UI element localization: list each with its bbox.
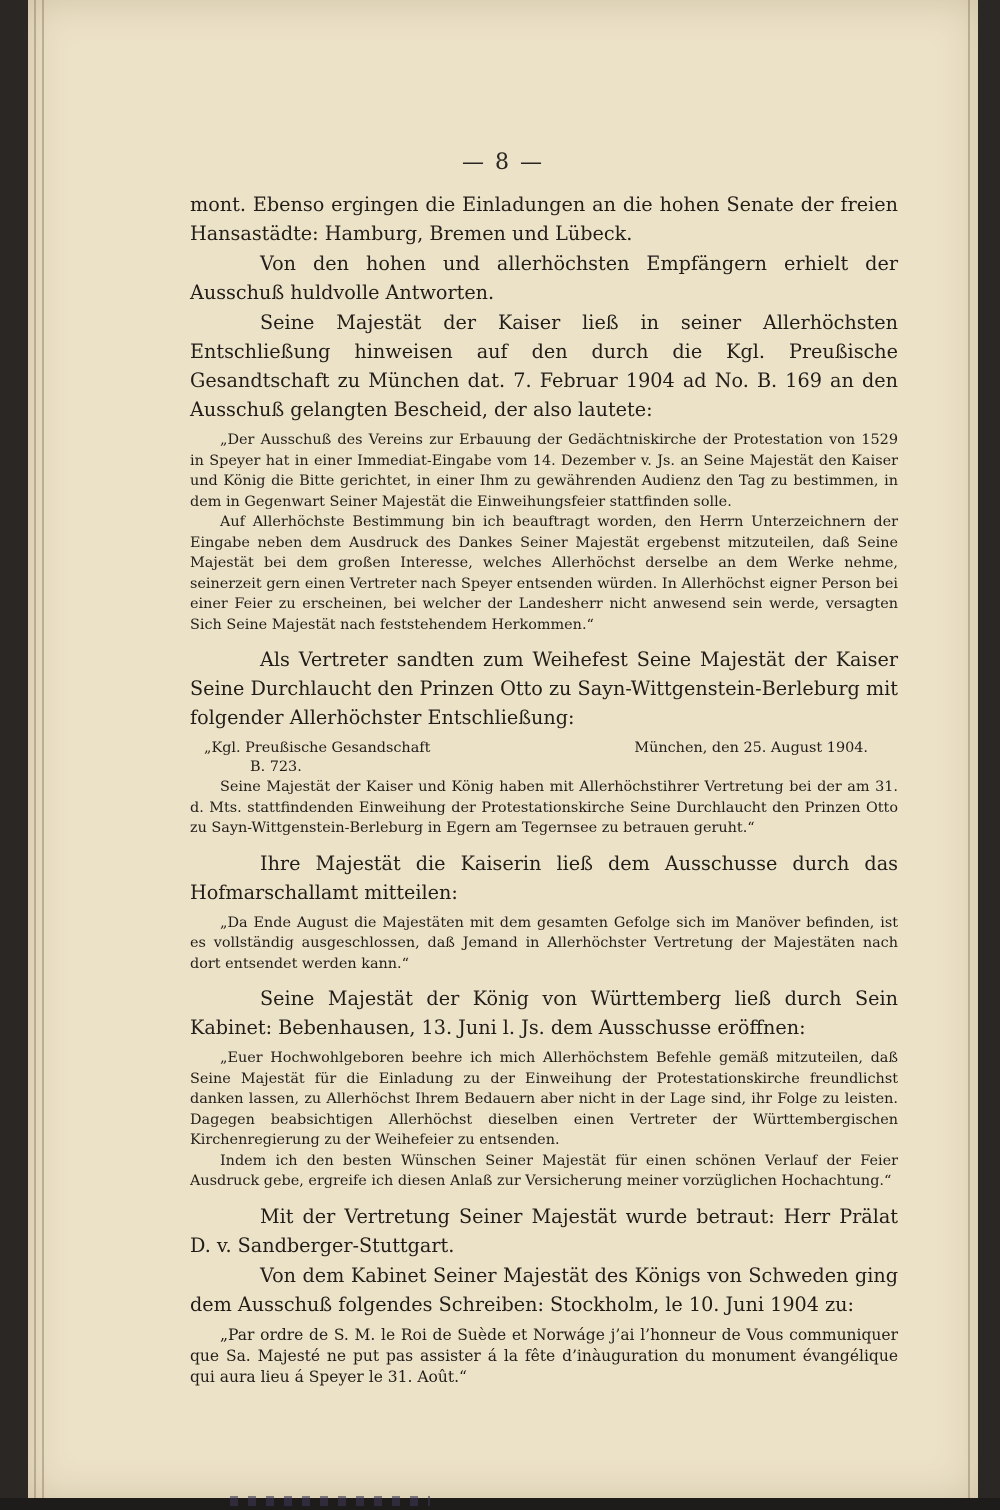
paragraph: Von dem Kabinet Seiner Majestät des Königs von Schweden ging dem Ausschuß folgendes Schreiben: Stockholm, le 10. Juni 1904 zu: — [190, 1263, 898, 1316]
paragraph: Seine Majestät der Kaiser ließ in seiner Allerhöchsten Entschließung hinweisen auf den durch die Kgl. Preußische Gesandtschaft zu München dat. 7. Februar 1904 ad No. B. 169 an den Ausschuß gelangten Bescheid, der also lautete: — [190, 311, 898, 421]
quote-paragraph: Auf Allerhöchste Bestimmung bin ich beauftragt worden, den Herrn Unterzeichnern der Eingabe neben dem Ausdruck des Dankes Seiner Majestät ergebenst mitzuteilen, daß Seine Majestät bei dem großen Interesse, welches Allerhöchst derselbe an dem Werke nehme, seinerzeit gern einen Vertreter nach Speyer entsenden würden. In Allerhöchst eigner Person bei einer Feier zu erscheinen, bei welcher der Landesherr nicht anwesend sein werde, versagten Sich Seine Majestät nach feststehendem Herkommen.“ — [190, 514, 898, 633]
ink-stain-decoration — [230, 1496, 430, 1506]
quote-paragraph: Indem ich den besten Wünschen Seiner Majestät für einen schönen Verlauf der Feier Ausdruck gebe, ergreife ich diesen Anlaß zur Versicherung meiner vorzüglichen Hochachtung.“ — [190, 1152, 898, 1189]
paragraph: Ihre Majestät die Kaiserin ließ dem Ausschusse durch das Hofmarschallamt mitteilen: — [190, 851, 898, 904]
paragraph: Als Vertreter sandten zum Weihefest Seine Majestät der Kaiser Seine Durchlaucht den Prinzen Otto zu Sayn-Wittgenstein-Berleburg mit folgender Allerhöchster Entschließung: — [190, 648, 898, 729]
book-bottom-edge — [0, 1498, 1000, 1510]
letter-reference: B. 723. — [250, 758, 302, 775]
letter-sender: „Kgl. Preußische Gesandschaft — [204, 740, 431, 756]
book-page — [28, 0, 978, 1500]
quote-paragraph: „Da Ende August die Majestäten mit dem gesamten Gefolge sich im Manöver befinden, ist es vollständig ausgeschlossen, daß Jemand in Allerhöchster Vertretung der Majestäten nach dort entsendet werden kann.“ — [190, 914, 898, 972]
block-quote — [190, 1048, 898, 1192]
body-text — [190, 190, 898, 1398]
paragraph: Seine Majestät der König von Württemberg ließ durch Sein Kabinet: Bebenhausen, 13. Juni l. Js. dem Ausschusse eröffnen: — [190, 987, 898, 1039]
quote-paragraph: Seine Majestät der Kaiser und König haben mit Allerhöchstihrer Vertretung bei der am 31. d. Mts. stattfindenden Einweihung der Protestationskirche Seine Durchlaucht den Prinzen Otto zu Sayn-Wittgenstein-Berleburg in Egern am Tegernsee zu betrauen geruht.“ — [190, 779, 898, 836]
page-number: — 8 — — [462, 150, 544, 175]
block-quote — [190, 430, 898, 635]
block-quote — [190, 1325, 898, 1388]
block-quote — [190, 913, 898, 975]
paragraph: mont. Ebenso ergingen die Einladungen an die hohen Senate der freien Hansastädte: Hamburg, Bremen und Lübeck. — [190, 193, 898, 245]
paragraph: Mit der Vertretung Seiner Majestät wurde betraut: Herr Prälat D. v. Sandberger-Stuttgart. — [190, 1204, 898, 1257]
page-edge-line — [34, 0, 36, 1500]
quote-paragraph: „Par ordre de S. M. le Roi de Suède et Norwáge j’ai l’honneur de Vous communiquer que Sa. Majesté ne put pas assister á la fête d’inàuguration du monument évangélique qui aura lieu á Speyer le 31. Août.“ — [190, 1325, 898, 1386]
page-edge-line — [42, 0, 44, 1500]
quote-paragraph: „Der Ausschuß des Vereins zur Erbauung der Gedächtniskirche der Protestation von 1529 in Speyer hat in einer Immediat-Eingabe vom 14. Dezember v. Js. an Seine Majestät den Kaiser und König die Bitte gerichtet, in einer Ihm zu gewährenden Audienz den Tag zu bestimmen, in dem in Gegenwart Seiner Majestät die Einweihungsfeier stattfinden solle. — [190, 432, 898, 510]
letter-header — [190, 738, 898, 759]
letter-date: München, den 25. August 1904. — [634, 740, 868, 756]
page-edge-line — [968, 0, 970, 1500]
paragraph: Von den hohen und allerhöchsten Empfängern erhielt der Ausschuß huldvolle Antworten. — [190, 252, 898, 304]
block-quote — [190, 738, 898, 839]
quote-paragraph: „Euer Hochwohlgeboren beehre ich mich Allerhöchstem Befehle gemäß mitzuteilen, daß Seine Majestät für die Einladung zu der Einweihung der Protestationskirche freundlichst danken lassen, zu Allerhöchst Ihrem Bedauern aber nicht in der Lage sind, ihr Folge zu leisten. Dagegen beabsichtigen Allerhöchst dieselben einen Vertreter der Württembergischen Kirchenregierung zu der Weihefeier zu entsenden. — [190, 1050, 898, 1148]
